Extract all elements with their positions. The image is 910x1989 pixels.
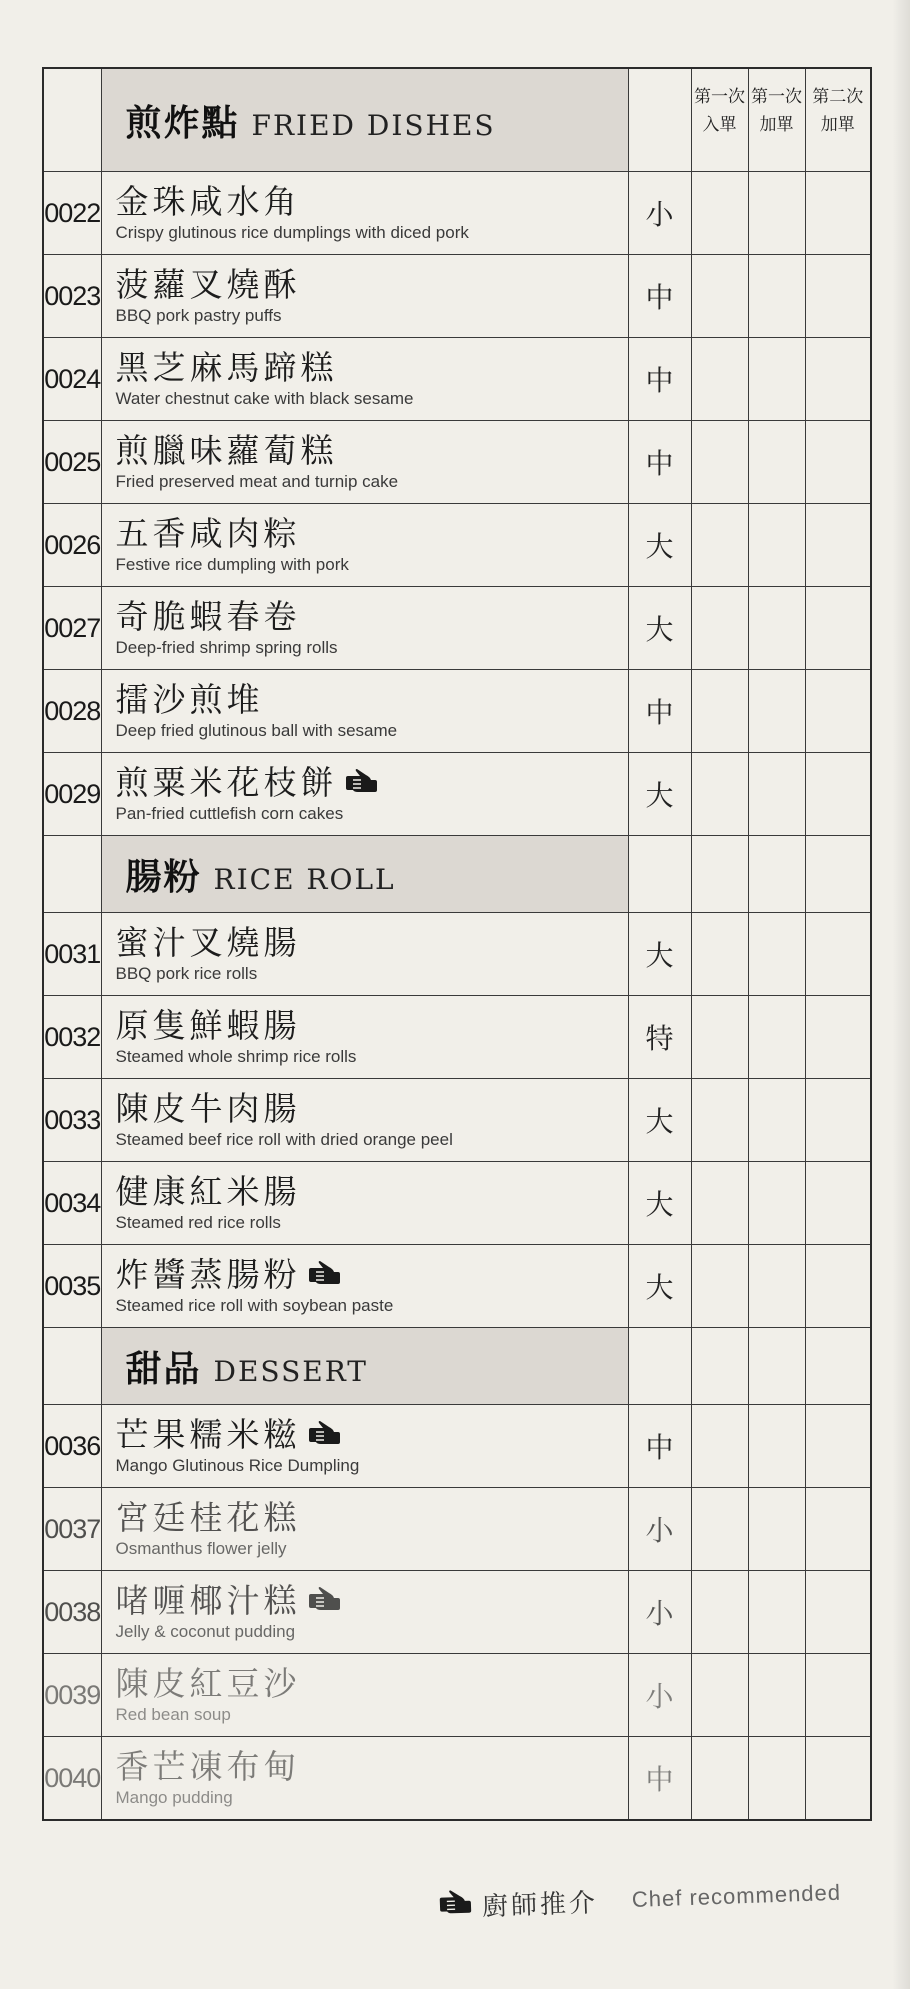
menu-item-row: [43, 753, 871, 836]
item-name-cn: [116, 763, 628, 803]
item-code: 0032: [43, 996, 101, 1079]
qty-box-first-add[interactable]: [748, 1245, 805, 1328]
item-name-cn-text: 煎臘味蘿蔔糕: [115, 431, 338, 470]
section-title-cn: 甜品: [125, 1348, 202, 1390]
qty-box-first-add[interactable]: [748, 753, 805, 836]
item-name-cn-text: 陳皮牛肉腸: [115, 1089, 301, 1128]
qty-box-second-add[interactable]: [805, 338, 871, 421]
section-blank-cell: [805, 836, 871, 913]
chef-recommended-legend: [431, 1874, 841, 1925]
qty-box-first-order[interactable]: [691, 1571, 748, 1654]
qty-box-first-order[interactable]: [691, 1079, 748, 1162]
section-header-row: [43, 68, 871, 172]
menu-item-row: [43, 1488, 871, 1571]
item-code: 0022: [43, 172, 101, 255]
item-name-cell: [101, 504, 628, 587]
item-name-en: Jelly & coconut pudding: [115, 1622, 296, 1641]
item-name-cell: [101, 1571, 628, 1654]
section-title-en: RICE ROLL: [213, 862, 396, 896]
item-name-cell: [101, 1405, 628, 1488]
qty-box-first-add[interactable]: [748, 255, 805, 338]
section-size-blank: [628, 68, 691, 172]
qty-box-first-add[interactable]: [748, 1162, 805, 1245]
qty-box-first-order[interactable]: [691, 504, 748, 587]
item-code: 0037: [43, 1488, 101, 1571]
qty-box-first-order[interactable]: [691, 1488, 748, 1571]
pointing-hand-icon: [437, 1888, 472, 1915]
item-name-cell: [101, 913, 628, 996]
item-size: 大: [628, 1162, 691, 1245]
item-name-cell: [101, 753, 628, 836]
item-size: 小: [628, 1488, 691, 1571]
item-name-cn: [116, 1747, 628, 1787]
qty-box-first-order[interactable]: [691, 255, 748, 338]
qty-box-first-add[interactable]: [748, 504, 805, 587]
item-size: 大: [628, 504, 691, 587]
item-name-cell: [101, 338, 628, 421]
item-name-cn-text: 擂沙煎堆: [115, 680, 264, 719]
qty-box-first-order[interactable]: [691, 913, 748, 996]
qty-box-first-add[interactable]: [748, 172, 805, 255]
item-name-cn-text: 五香咸肉粽: [115, 514, 301, 553]
item-code: 0036: [43, 1405, 101, 1488]
item-name-cell: [101, 1079, 628, 1162]
qty-box-first-add[interactable]: [748, 587, 805, 670]
item-code: 0031: [43, 913, 101, 996]
item-name-cn: [116, 265, 628, 305]
item-name-en: Water chestnut cake with black sesame: [115, 389, 414, 408]
item-name-cn: [116, 1581, 628, 1621]
item-name-cn-text: 黑芝麻馬蹄糕: [115, 348, 338, 387]
qty-box-second-add[interactable]: [805, 1571, 871, 1654]
item-size: 大: [628, 913, 691, 996]
item-size: 小: [628, 172, 691, 255]
qty-box-second-add[interactable]: [805, 1405, 871, 1488]
item-name-cn: [116, 680, 628, 720]
qty-box-first-add[interactable]: [748, 670, 805, 753]
qty-box-second-add[interactable]: [805, 1079, 871, 1162]
item-code: 0023: [43, 255, 101, 338]
item-code: 0034: [43, 1162, 101, 1245]
section-blank-cell: [691, 836, 748, 913]
item-name-cell: [101, 255, 628, 338]
qty-box-first-order[interactable]: [691, 421, 748, 504]
item-name-en: Crispy glutinous rice dumplings with diced pork: [115, 223, 469, 242]
chef-recommended-icon: [307, 1586, 341, 1612]
menu-item-row: [43, 1245, 871, 1328]
item-name-cn: [116, 1664, 628, 1704]
item-size: 中: [628, 338, 691, 421]
item-name-cell: [101, 421, 628, 504]
menu-item-row: [43, 172, 871, 255]
item-name-cn: [116, 514, 628, 554]
item-code: 0027: [43, 587, 101, 670]
item-name-en: Steamed whole shrimp rice rolls: [115, 1047, 357, 1066]
qty-box-first-add[interactable]: [748, 913, 805, 996]
item-name-cell: [101, 1162, 628, 1245]
section-title: [101, 836, 628, 913]
order-sheet-body: [43, 68, 871, 1820]
qty-box-second-add[interactable]: [805, 996, 871, 1079]
section-code-blank: [43, 68, 101, 172]
item-name-en: Deep-fried shrimp spring rolls: [115, 638, 338, 657]
menu-item-row: [43, 670, 871, 753]
item-size: 中: [628, 1405, 691, 1488]
item-name-cell: [101, 1488, 628, 1571]
item-name-cn: [116, 182, 628, 222]
item-name-en: Mango pudding: [115, 1788, 233, 1807]
qty-box-first-add[interactable]: [748, 1737, 805, 1821]
qty-box-first-add[interactable]: [748, 1571, 805, 1654]
item-name-cn: [116, 348, 628, 388]
section-blank-cell: [805, 1328, 871, 1405]
menu-item-row: [43, 421, 871, 504]
item-size: 中: [628, 1737, 691, 1821]
chef-recommended-icon: [307, 1260, 341, 1286]
item-name-en: Festive rice dumpling with pork: [115, 555, 349, 574]
item-name-cn: [116, 431, 628, 471]
section-title: [101, 1328, 628, 1405]
item-name-cell: [101, 996, 628, 1079]
item-name-cn: [116, 1415, 628, 1455]
item-name-cn: [116, 1172, 628, 1212]
menu-item-row: [43, 1571, 871, 1654]
item-size: 特: [628, 996, 691, 1079]
menu-item-row: [43, 1162, 871, 1245]
qty-box-second-add[interactable]: [805, 1488, 871, 1571]
item-name-cn: [116, 923, 628, 963]
qty-box-first-add[interactable]: [748, 1079, 805, 1162]
qty-box-first-order[interactable]: [691, 1162, 748, 1245]
qty-box-second-add[interactable]: [805, 1654, 871, 1737]
qty-box-first-add[interactable]: [748, 1654, 805, 1737]
section-blank-cell: [748, 836, 805, 913]
item-size: 大: [628, 753, 691, 836]
item-name-cn-text: 金珠咸水角: [115, 182, 301, 221]
qty-box-first-add[interactable]: [748, 996, 805, 1079]
page-edge-shadow: [892, 0, 910, 1989]
item-name-cn-text: 菠蘿叉燒酥: [115, 265, 301, 304]
item-name-en: Deep fried glutinous ball with sesame: [115, 721, 398, 740]
column-header-first-add: 第一次 加單: [748, 68, 805, 172]
qty-box-first-add[interactable]: [748, 1488, 805, 1571]
menu-item-row: [43, 504, 871, 587]
qty-box-second-add[interactable]: [805, 753, 871, 836]
item-code: 0028: [43, 670, 101, 753]
item-name-en: BBQ pork pastry puffs: [115, 306, 282, 325]
qty-box-first-add[interactable]: [748, 1405, 805, 1488]
item-name-en: Red bean soup: [115, 1705, 231, 1724]
item-name-cn-text: 健康紅米腸: [115, 1172, 301, 1211]
item-name-cn: [116, 1498, 628, 1538]
menu-item-row: [43, 1737, 871, 1821]
legend-label-en: Chef recommended: [631, 1879, 842, 1912]
item-name-cn-text: 芒果糯米糍: [115, 1415, 301, 1454]
qty-box-first-order[interactable]: [691, 172, 748, 255]
qty-box-first-order[interactable]: [691, 753, 748, 836]
qty-box-second-add[interactable]: [805, 255, 871, 338]
item-name-cn: [116, 1255, 628, 1295]
item-name-en: Osmanthus flower jelly: [115, 1539, 287, 1558]
item-name-cn-text: 原隻鮮蝦腸: [115, 1006, 301, 1045]
column-header-second-add: 第二次 加單: [805, 68, 871, 172]
item-name-cn-text: 陳皮紅豆沙: [115, 1664, 301, 1703]
item-size: 大: [628, 587, 691, 670]
item-name-cn-text: 香芒凍布甸: [115, 1747, 301, 1786]
item-name-cell: [101, 1737, 628, 1821]
section-title: [101, 68, 628, 172]
qty-box-first-add[interactable]: [748, 421, 805, 504]
qty-box-first-add[interactable]: [748, 338, 805, 421]
menu-item-row: [43, 1079, 871, 1162]
item-size: 大: [628, 1079, 691, 1162]
item-name-cn-text: 啫喱椰汁糕: [115, 1581, 301, 1620]
item-name-cn-text: 奇脆蝦春卷: [115, 597, 301, 636]
item-size: 中: [628, 421, 691, 504]
qty-box-second-add[interactable]: [805, 587, 871, 670]
qty-box-second-add[interactable]: [805, 913, 871, 996]
menu-item-row: [43, 913, 871, 996]
section-title-en: DESSERT: [213, 1354, 368, 1388]
menu-item-row: [43, 996, 871, 1079]
qty-box-first-order[interactable]: [691, 587, 748, 670]
item-name-en: Mango Glutinous Rice Dumpling: [115, 1456, 360, 1475]
item-name-cell: [101, 172, 628, 255]
item-name-en: BBQ pork rice rolls: [115, 964, 258, 983]
order-sheet-table: [42, 67, 872, 1821]
item-size: 大: [628, 1245, 691, 1328]
item-name-cn-text: 煎粟米花枝餅: [115, 763, 338, 802]
item-code: 0024: [43, 338, 101, 421]
qty-box-first-order[interactable]: [691, 670, 748, 753]
item-name-en: Fried preserved meat and turnip cake: [115, 472, 399, 491]
item-name-cn-text: 炸醬蒸腸粉: [115, 1255, 301, 1294]
section-code-blank: [43, 836, 101, 913]
item-name-cn-text: 宮廷桂花糕: [115, 1498, 301, 1537]
item-name-cn: [116, 597, 628, 637]
item-name-en: Steamed beef rice roll with dried orange peel: [115, 1130, 453, 1149]
item-size: 中: [628, 255, 691, 338]
section-blank-cell: [748, 1328, 805, 1405]
section-header-row: [43, 836, 871, 913]
item-name-cell: [101, 670, 628, 753]
qty-box-first-order[interactable]: [691, 1405, 748, 1488]
qty-box-first-order[interactable]: [691, 1654, 748, 1737]
section-header-row: [43, 1328, 871, 1405]
item-size: 小: [628, 1654, 691, 1737]
item-code: 0038: [43, 1571, 101, 1654]
qty-box-first-order[interactable]: [691, 338, 748, 421]
qty-box-second-add[interactable]: [805, 1737, 871, 1821]
qty-box-first-order[interactable]: [691, 1245, 748, 1328]
qty-box-second-add[interactable]: [805, 1245, 871, 1328]
item-name-cn: [116, 1089, 628, 1129]
item-code: 0029: [43, 753, 101, 836]
menu-item-row: [43, 1405, 871, 1488]
section-size-blank: [628, 1328, 691, 1405]
item-code: 0039: [43, 1654, 101, 1737]
item-code: 0040: [43, 1737, 101, 1821]
qty-box-first-order[interactable]: [691, 1737, 748, 1821]
qty-box-second-add[interactable]: [805, 1162, 871, 1245]
section-title-cn: 腸粉: [125, 856, 202, 898]
qty-box-second-add[interactable]: [805, 172, 871, 255]
qty-box-second-add[interactable]: [805, 421, 871, 504]
qty-box-first-order[interactable]: [691, 996, 748, 1079]
item-name-cell: [101, 1654, 628, 1737]
legend-label-cn: 廚師推介: [481, 1888, 599, 1923]
section-blank-cell: [691, 1328, 748, 1405]
column-header-first-order: 第一次 入單: [691, 68, 748, 172]
chef-recommended-icon: [307, 1420, 341, 1446]
item-name-en: Pan-fried cuttlefish corn cakes: [115, 804, 344, 823]
menu-item-row: [43, 255, 871, 338]
menu-item-row: [43, 587, 871, 670]
section-title-cn: 煎炸點: [125, 102, 240, 144]
menu-item-row: [43, 338, 871, 421]
item-code: 0026: [43, 504, 101, 587]
item-name-cell: [101, 587, 628, 670]
item-name-en: Steamed rice roll with soybean paste: [115, 1296, 394, 1315]
item-name-cn-text: 蜜汁叉燒腸: [115, 923, 301, 962]
qty-box-second-add[interactable]: [805, 504, 871, 587]
item-name-en: Steamed red rice rolls: [115, 1213, 281, 1232]
section-size-blank: [628, 836, 691, 913]
item-name-cell: [101, 1245, 628, 1328]
section-code-blank: [43, 1328, 101, 1405]
item-code: 0035: [43, 1245, 101, 1328]
item-size: 小: [628, 1571, 691, 1654]
item-name-cn: [116, 1006, 628, 1046]
item-size: 中: [628, 670, 691, 753]
item-code: 0025: [43, 421, 101, 504]
chef-recommended-icon: [344, 768, 378, 794]
qty-box-second-add[interactable]: [805, 670, 871, 753]
section-title-en: FRIED DISHES: [251, 108, 496, 142]
menu-item-row: [43, 1654, 871, 1737]
item-code: 0033: [43, 1079, 101, 1162]
